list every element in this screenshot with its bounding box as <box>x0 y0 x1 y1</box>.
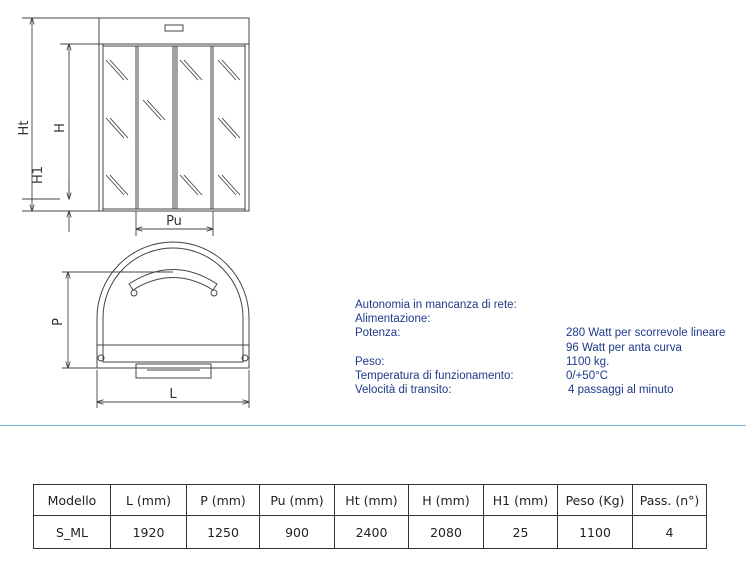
table-cell: 1100 <box>558 516 633 549</box>
label-h1: H1 <box>31 165 46 185</box>
table-header-cell: H (mm) <box>409 485 484 516</box>
spec-value: 4 passaggi al minuto <box>568 384 674 397</box>
label-pu: Pu <box>166 214 182 229</box>
spec-label: Autonomia in mancanza di rete: <box>355 299 517 311</box>
label-ht: Ht <box>17 120 32 136</box>
table-header-cell: Modello <box>34 485 111 516</box>
table-header-cell: Ht (mm) <box>335 485 409 516</box>
front-elevation <box>99 18 249 211</box>
label-l: L <box>169 387 177 402</box>
leaf-2 <box>136 46 175 209</box>
plan-view <box>97 242 249 378</box>
model-spec-table <box>33 484 707 549</box>
spec-label: Temperatura di funzionamento: <box>355 369 514 382</box>
plan-outer-shell <box>97 242 249 368</box>
sliding-leaf <box>136 364 211 378</box>
spec-label: Velocità di transito: <box>355 384 452 397</box>
label-p: P <box>51 318 66 326</box>
spec-label: Peso: <box>355 355 385 368</box>
leaf-4 <box>213 46 245 209</box>
table-header-cell: L (mm) <box>111 485 187 516</box>
table-cell: 4 <box>633 516 707 549</box>
plan-dimensions <box>62 272 249 408</box>
spec-value: 1100 kg. <box>566 355 610 368</box>
table-cell: 25 <box>484 516 558 549</box>
table-cell: S_ML <box>34 516 111 549</box>
curved-leaf <box>129 270 217 291</box>
table-header-cell: H1 (mm) <box>484 485 558 516</box>
table-cell: 900 <box>260 516 335 549</box>
table-header-cell: Pu (mm) <box>260 485 335 516</box>
table-row <box>34 516 707 549</box>
spec-value: 96 Watt per anta curva <box>566 341 682 354</box>
table-header-cell: P (mm) <box>187 485 260 516</box>
label-h: H <box>53 123 68 133</box>
spec-label: Potenza: <box>355 327 401 340</box>
table-cell: 2080 <box>409 516 484 549</box>
table-header-cell: Pass. (n°) <box>633 485 707 516</box>
table-cell: 1250 <box>187 516 260 549</box>
table-header-cell: Peso (Kg) <box>558 485 633 516</box>
table-cell: 2400 <box>335 516 409 549</box>
section-divider <box>0 425 746 426</box>
table-header-row <box>34 485 707 516</box>
table-cell: 1920 <box>111 516 187 549</box>
spec-label: Alimentazione: <box>355 313 431 326</box>
spec-value: 280 Watt per scorrevole lineare <box>566 327 726 340</box>
header-sensor <box>165 25 183 31</box>
spec-value: 0/+50°C <box>566 369 609 382</box>
